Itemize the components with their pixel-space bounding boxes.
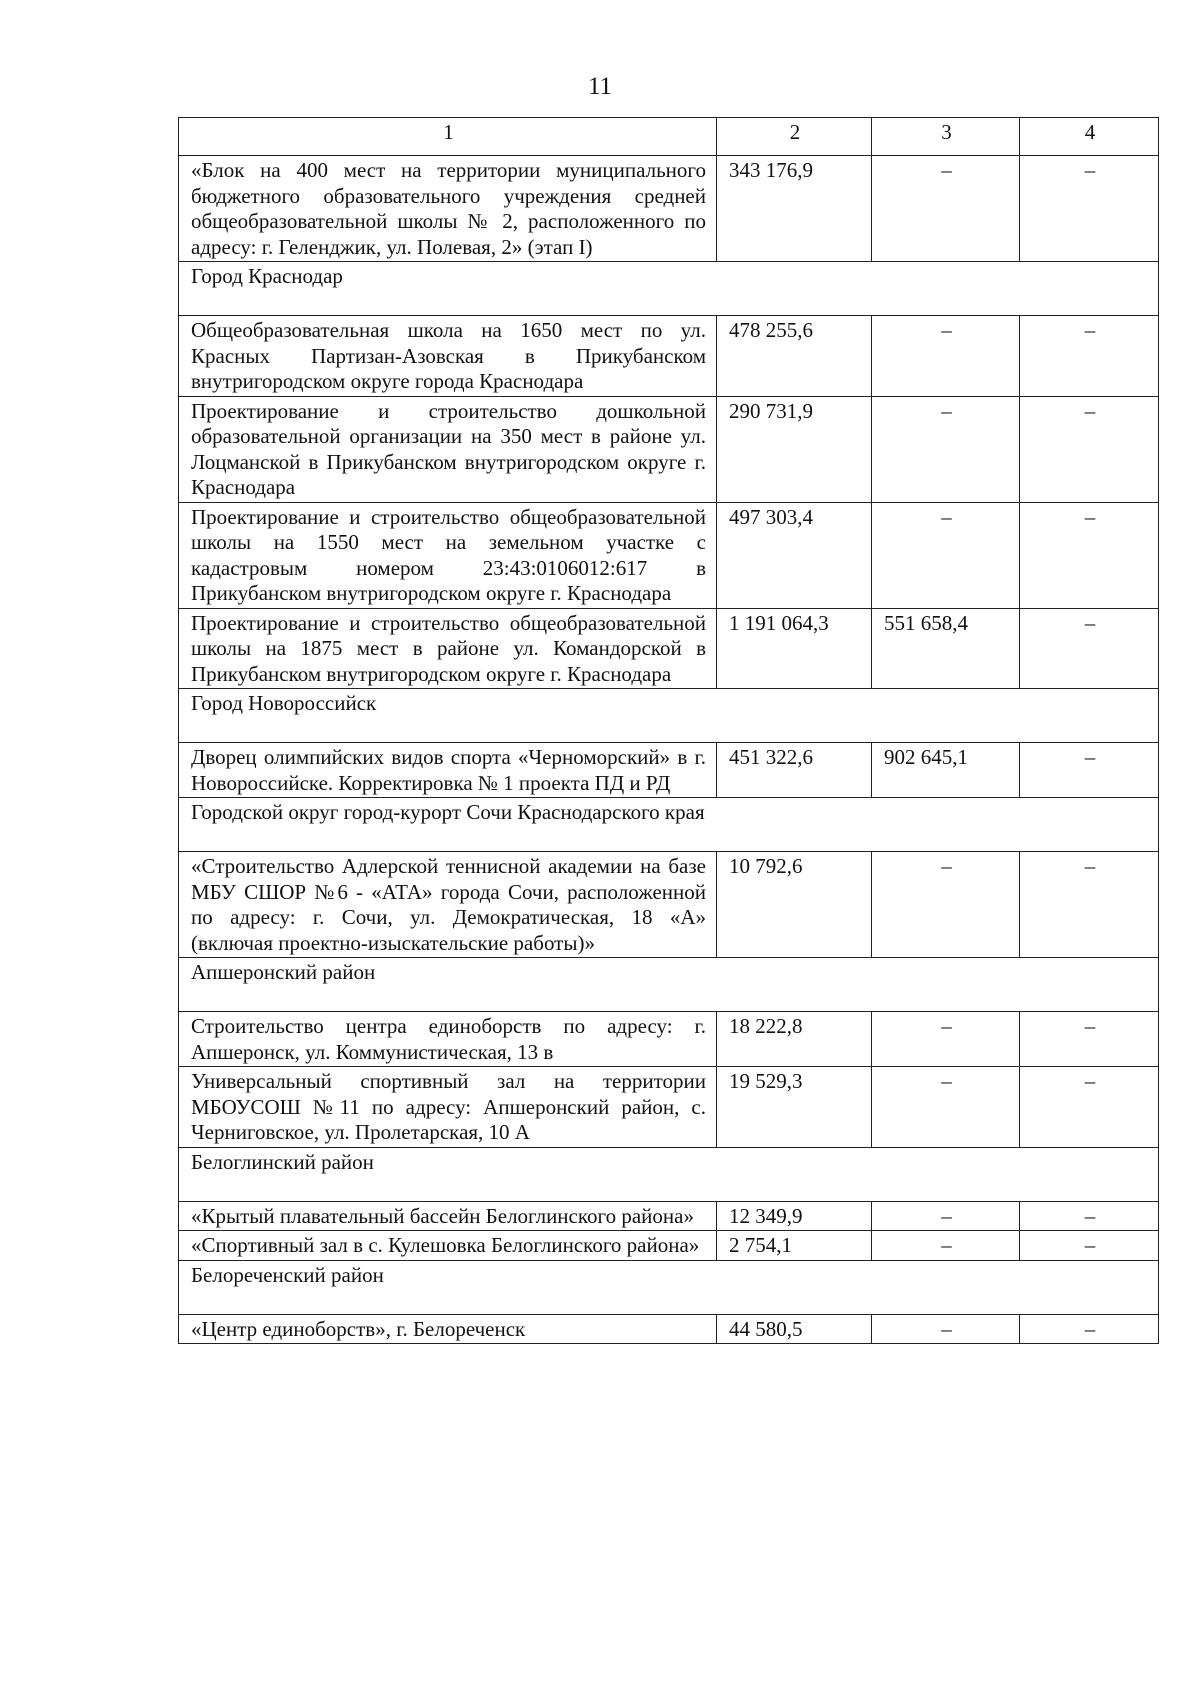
section-row [179, 958, 1159, 1012]
object-name-cell: Проектирование и строительство общеобразовательной школы на 1875 мест в районе ул. Командорской в Прикубанском внутригородском округе г. Краснодара [179, 608, 717, 689]
object-name-cell: «Крытый плавательный бассейн Белоглинского района» [179, 1201, 717, 1231]
section-title: Белореченский район [179, 1260, 1159, 1314]
amount-col3-cell: – [872, 852, 1020, 958]
section-row [179, 262, 1159, 316]
object-name-cell: «Блок на 400 мест на территории муниципального бюджетного образовательного учреждения средней общеобразовательной школы № 2, расположенного по адресу: г. Геленджик, ул. Полевая, 2» (этап I) [179, 156, 717, 262]
amount-col4-cell: – [1020, 1231, 1159, 1261]
amount-col4-cell: – [1020, 316, 1159, 397]
amount-col3-cell: – [872, 156, 1020, 262]
amount-col4-cell: – [1020, 608, 1159, 689]
amount-col3-cell: – [872, 502, 1020, 608]
page-number: 11 [587, 73, 613, 100]
table-row [179, 156, 1159, 262]
amount-col3-cell: – [872, 316, 1020, 397]
table-body [179, 156, 1159, 1344]
section-title: Городской округ город-курорт Сочи Краснодарского края [179, 798, 1159, 852]
section-title: Город Новороссийск [179, 689, 1159, 743]
object-name-cell: Проектирование и строительство дошкольной образовательной организации на 350 мест в районе ул. Лоцманской в Прикубанском внутригородском округе г. Краснодара [179, 396, 717, 502]
table-row [179, 316, 1159, 397]
amount-col4-cell: – [1020, 396, 1159, 502]
amount-col4-cell: – [1020, 1201, 1159, 1231]
amount-col4-cell: – [1020, 1314, 1159, 1344]
section-title: Белоглинский район [179, 1147, 1159, 1201]
table-row [179, 743, 1159, 798]
amount-col2-cell: 10 792,6 [717, 852, 872, 958]
amount-col3-cell: – [872, 1231, 1020, 1261]
amount-col4-cell: – [1020, 1012, 1159, 1067]
section-title: Апшеронский район [179, 958, 1159, 1012]
budget-table [178, 117, 1159, 1344]
amount-col4-cell: – [1020, 852, 1159, 958]
object-name-cell: Общеобразовательная школа на 1650 мест по ул. Красных Партизан-Азовская в Прикубанском внутригородском округе города Краснодара [179, 316, 717, 397]
section-row [179, 689, 1159, 743]
object-name-cell: Дворец олимпийских видов спорта «Черноморский» в г. Новороссийске. Корректировка № 1 проекта ПД и РД [179, 743, 717, 798]
table-row [179, 502, 1159, 608]
amount-col3-cell: – [872, 1314, 1020, 1344]
section-row [179, 798, 1159, 852]
table-row [179, 1012, 1159, 1067]
amount-col2-cell: 343 176,9 [717, 156, 872, 262]
column-header-2: 2 [717, 118, 872, 156]
amount-col2-cell: 18 222,8 [717, 1012, 872, 1067]
table-row [179, 1067, 1159, 1148]
table-row [179, 1201, 1159, 1231]
amount-col2-cell: 1 191 064,3 [717, 608, 872, 689]
section-row [179, 1147, 1159, 1201]
amount-col3-cell: – [872, 396, 1020, 502]
amount-col3-cell: – [872, 1012, 1020, 1067]
amount-col3-cell: – [872, 1067, 1020, 1148]
amount-col3-cell: 551 658,4 [872, 608, 1020, 689]
amount-col3-cell: 902 645,1 [872, 743, 1020, 798]
amount-col2-cell: 44 580,5 [717, 1314, 872, 1344]
amount-col2-cell: 12 349,9 [717, 1201, 872, 1231]
object-name-cell: Строительство центра единоборств по адресу: г. Апшеронск, ул. Коммунистическая, 13 в [179, 1012, 717, 1067]
object-name-cell: Универсальный спортивный зал на территории МБОУСОШ №11 по адресу: Апшеронский район, с. Черниговское, ул. Пролетарская, 10 А [179, 1067, 717, 1148]
object-name-cell: «Строительство Адлерской теннисной академии на базе МБУ СШОР №6 - «АТА» города Сочи, расположенной по адресу: г. Сочи, ул. Демократическая, 18 «А» (включая проектно-изыскательские работы)» [179, 852, 717, 958]
column-header-4: 4 [1020, 118, 1159, 156]
amount-col4-cell: – [1020, 502, 1159, 608]
section-title: Город Краснодар [179, 262, 1159, 316]
table-row [179, 1314, 1159, 1344]
amount-col4-cell: – [1020, 1067, 1159, 1148]
amount-col2-cell: 478 255,6 [717, 316, 872, 397]
amount-col4-cell: – [1020, 156, 1159, 262]
object-name-cell: «Спортивный зал в с. Кулешовка Белоглинского района» [179, 1231, 717, 1261]
amount-col2-cell: 451 322,6 [717, 743, 872, 798]
table-row [179, 1231, 1159, 1261]
table-row [179, 396, 1159, 502]
header-row [179, 118, 1159, 156]
amount-col2-cell: 2 754,1 [717, 1231, 872, 1261]
section-row [179, 1260, 1159, 1314]
table-header [179, 118, 1159, 156]
table-row [179, 852, 1159, 958]
amount-col3-cell: – [872, 1201, 1020, 1231]
amount-col2-cell: 497 303,4 [717, 502, 872, 608]
table-row [179, 608, 1159, 689]
column-header-3: 3 [872, 118, 1020, 156]
object-name-cell: Проектирование и строительство общеобразовательной школы на 1550 мест на земельном участке с кадастровым номером 23:43:0106012:617 в Прикубанском внутригородском округе г. Краснодара [179, 502, 717, 608]
amount-col2-cell: 290 731,9 [717, 396, 872, 502]
amount-col2-cell: 19 529,3 [717, 1067, 872, 1148]
amount-col4-cell: – [1020, 743, 1159, 798]
object-name-cell: «Центр единоборств», г. Белореченск [179, 1314, 717, 1344]
column-header-1: 1 [179, 118, 717, 156]
